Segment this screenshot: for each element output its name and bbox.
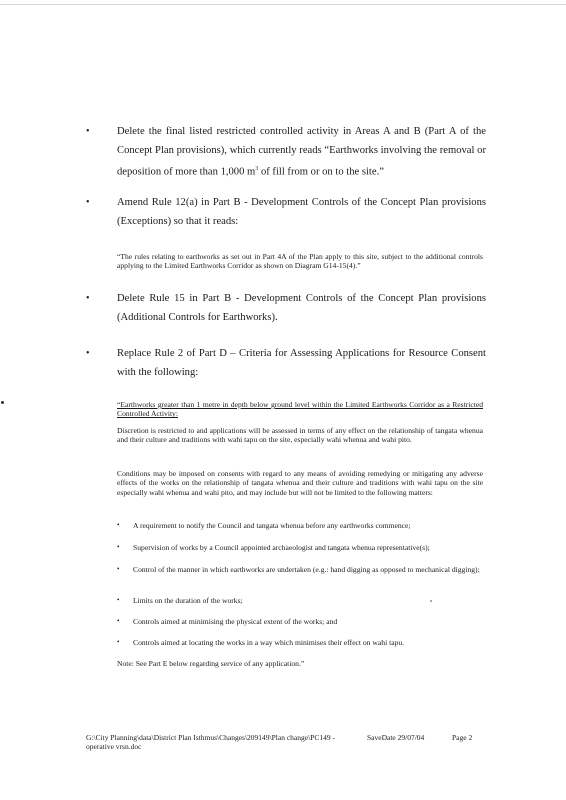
rule-2-discretion-paragraph: Discretion is restricted to and applications will be assessed in terms of any effect on the relationship of tangata whenua and their culture and traditions with wahi tapu on the site, especially wahi whenua and wahi pito.: [117, 426, 483, 445]
bullet-icon: •: [86, 126, 90, 137]
list-item: • Controls aimed at minimising the physical extent of the works; and: [117, 617, 338, 626]
bullet-text: Amend Rule 12(a) in Part B - Development Controls of the Concept Plan provisions (Exceptions) so that it reads:: [117, 197, 486, 227]
bullet-icon: •: [86, 197, 90, 208]
top-rule: [0, 4, 566, 5]
rule-2-note: Note: See Part E below regarding service of any application.”: [117, 659, 305, 668]
rule-12a-quote: “The rules relating to earthworks as set out in Part 4A of the Plan apply to this site, subject to the additional controls applying to the Limited Earthworks Corridor as shown on Diagram G14-15(4).”: [117, 252, 483, 271]
bullet-icon: •: [117, 617, 120, 625]
bullet-text: Delete Rule 15 in Part B - Development Controls of the Concept Plan provisions (Additional Controls for Earthworks).: [117, 293, 486, 323]
bullet-item-replace-rule-2: [86, 345, 486, 382]
list-item: • Supervision of works by a Council appointed archaeologist and tangata whenua representative(s);: [117, 543, 430, 552]
footer-file-path: G:\City Planning\data\District Plan Isthmus\Changes\209149\Plan change\PC149 - operative vrsn.doc: [86, 733, 335, 751]
list-item: • A requirement to notify the Council and tangata whenua before any earthworks commence;: [117, 521, 411, 530]
bullet-icon: •: [117, 543, 120, 551]
bullet-text: Replace Rule 2 of Part D – Criteria for Assessing Applications for Resource Consent with the following:: [117, 348, 486, 378]
bullet-icon: •: [117, 565, 120, 573]
footer-save-date: SaveDate 29/07/04: [367, 733, 425, 742]
bullet-item-delete-restricted-activity: [86, 123, 486, 182]
bullet-item-amend-rule-12a: [86, 194, 486, 231]
bullet-icon: •: [117, 521, 120, 529]
rule-2-heading: “Earthworks greater than 1 metre in depth below ground level within the Limited Earthworks Corridor as a Restricted Controlled Activity:: [117, 400, 483, 419]
list-item: • Limits on the duration of the works;: [117, 596, 243, 605]
list-item: • Controls aimed at locating the works in a way which minimises their effect on wahi tapu.: [117, 638, 405, 647]
scan-mark: [1, 401, 4, 404]
bullet-text: Delete the final listed restricted controlled activity in Areas A and B (Part A of the Concept Plan provisions), which currently reads “Earthworks involving the removal or deposition of more than 1,000 $m^3$ of fill from or on to the site.”: [117, 126, 486, 178]
bullet-icon: •: [86, 293, 90, 304]
bullet-icon: •: [86, 348, 90, 359]
rule-2-conditions-paragraph: Conditions may be imposed on consents with regard to any means of avoiding remedying or mitigating any adverse effects of the works on the relationship of tangata whenua and their culture and traditions with wahi tapu on the site especially wahi whenua and wahi pito, and may include but will not be limited to the following matters:: [117, 469, 483, 497]
bullet-item-delete-rule-15: [86, 290, 486, 327]
list-item: • Control of the manner in which earthworks are undertaken (e.g.: hand digging as opposed to mechanical digging);: [117, 565, 480, 574]
footer-page-number: Page 2: [452, 733, 473, 742]
bullet-icon: •: [117, 596, 120, 604]
bullet-icon: •: [117, 638, 120, 646]
